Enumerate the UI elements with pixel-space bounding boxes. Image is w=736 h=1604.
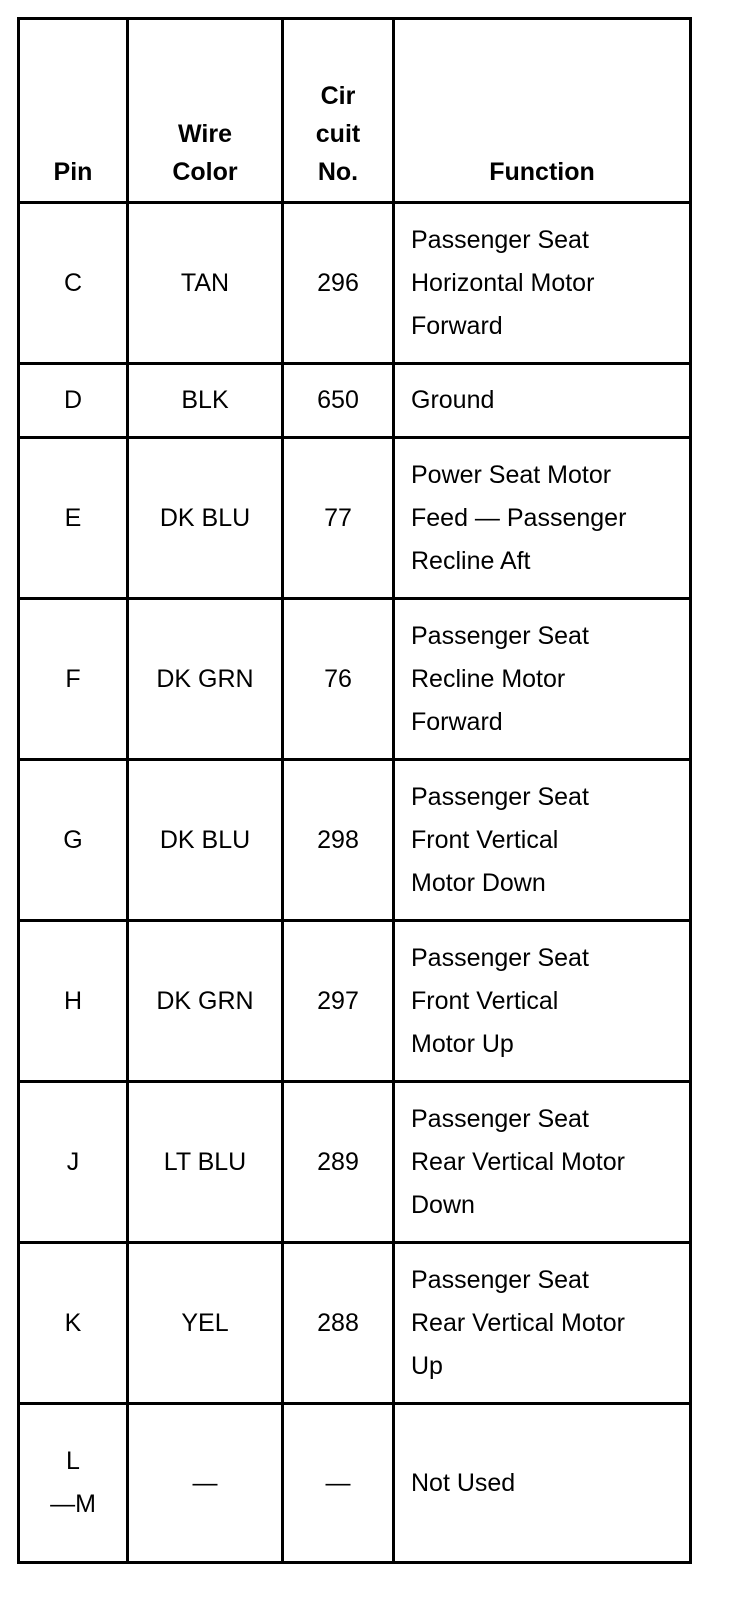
header-circuit-no: Cir cuit No.	[283, 19, 394, 203]
function-cell: Passenger Seat Horizontal Motor Forward	[394, 203, 691, 364]
function-cell: Passenger Seat Recline Motor Forward	[394, 599, 691, 760]
wire-color-cell: DK GRN	[128, 599, 283, 760]
table-row	[19, 203, 691, 364]
wire-color-cell: BLK	[128, 364, 283, 438]
wire-color-cell: YEL	[128, 1243, 283, 1404]
function-cell: Power Seat Motor Feed — Passenger Recline Aft	[394, 438, 691, 599]
function-cell: Passenger Seat Front Vertical Motor Up	[394, 921, 691, 1082]
table-row	[19, 921, 691, 1082]
header-pin: Pin	[19, 19, 128, 203]
circuit-no-cell: 289	[283, 1082, 394, 1243]
wire-color-cell: LT BLU	[128, 1082, 283, 1243]
wire-color-cell: DK BLU	[128, 438, 283, 599]
wire-color-cell: DK GRN	[128, 921, 283, 1082]
function-cell: Passenger Seat Front Vertical Motor Down	[394, 760, 691, 921]
table-row	[19, 364, 691, 438]
pin-cell: J	[19, 1082, 128, 1243]
table-row	[19, 1404, 691, 1563]
pin-cell: C	[19, 203, 128, 364]
circuit-no-cell: 296	[283, 203, 394, 364]
pin-cell: D	[19, 364, 128, 438]
circuit-no-cell: 288	[283, 1243, 394, 1404]
pin-cell: H	[19, 921, 128, 1082]
pin-cell: F	[19, 599, 128, 760]
pin-cell: G	[19, 760, 128, 921]
circuit-no-cell: 298	[283, 760, 394, 921]
circuit-no-cell: 76	[283, 599, 394, 760]
wire-color-cell: TAN	[128, 203, 283, 364]
table-row	[19, 599, 691, 760]
circuit-no-cell: 77	[283, 438, 394, 599]
header-wire-color: Wire Color	[128, 19, 283, 203]
circuit-no-cell: 297	[283, 921, 394, 1082]
function-cell: Passenger Seat Rear Vertical Motor Up	[394, 1243, 691, 1404]
circuit-no-cell: 650	[283, 364, 394, 438]
circuit-no-cell: —	[283, 1404, 394, 1563]
table-row	[19, 760, 691, 921]
pin-cell: E	[19, 438, 128, 599]
pin-cell: K	[19, 1243, 128, 1404]
wire-color-cell: DK BLU	[128, 760, 283, 921]
function-cell: Not Used	[394, 1404, 691, 1563]
wire-color-cell: —	[128, 1404, 283, 1563]
connector-pinout-table	[17, 17, 692, 1564]
function-cell: Passenger Seat Rear Vertical Motor Down	[394, 1082, 691, 1243]
table-header-row	[19, 19, 691, 203]
table-row	[19, 1243, 691, 1404]
pin-cell: L —M	[19, 1404, 128, 1563]
function-cell: Ground	[394, 364, 691, 438]
header-function: Function	[394, 19, 691, 203]
table-row	[19, 1082, 691, 1243]
table-row	[19, 438, 691, 599]
